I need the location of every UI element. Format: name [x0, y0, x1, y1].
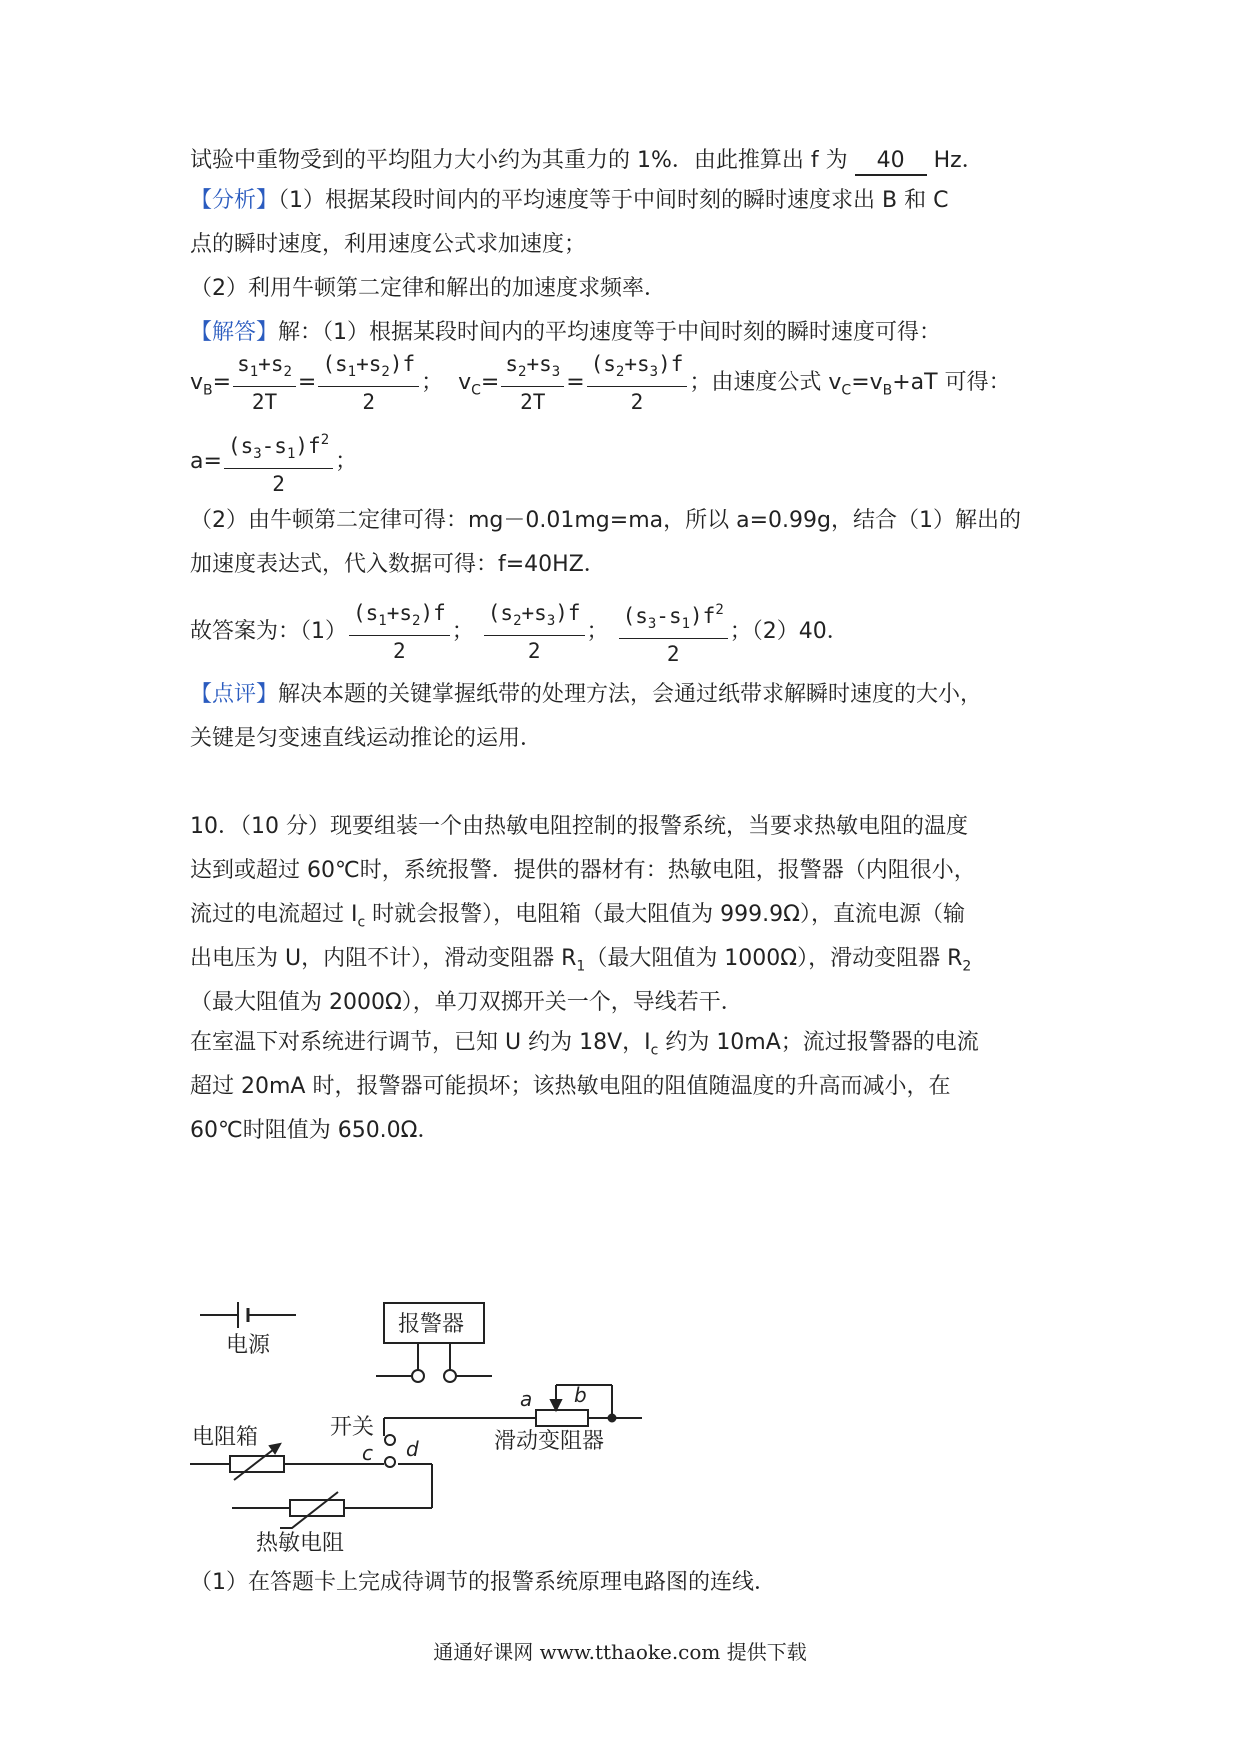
q10-text-1: 10．（10 分）现要组装一个由热敏电阻控制的报警系统，当要求热敏电阻的温度: [190, 814, 968, 839]
box-variable-arrow: [234, 1446, 278, 1480]
top-line-unit: Hz．: [933, 148, 984, 173]
q10-sub-ic-2: c: [650, 1042, 659, 1059]
page-footer: 通通好课网 www.tthaoke.com 提供下载: [433, 1640, 807, 1664]
q10-text-2: 达到或超过 60℃时，系统报警．提供的器材有：热敏电阻，报警器（内阻很小，: [190, 858, 976, 883]
switch-label: 开关: [330, 1415, 375, 1440]
q10-subquestion-1: [190, 1568, 776, 1598]
alarm-terminal-left: [412, 1370, 424, 1382]
thermistor-symbol-line: [280, 1492, 338, 1528]
switch-pivot: [385, 1435, 395, 1445]
box-body: [230, 1456, 284, 1472]
speed-formula: ；由速度公式 $v_C=v_B+aT$ 可得：: [689, 370, 1011, 399]
top-line-text: 试验中重物受到的平均阻力大小约为其重力的 1%．由此推算出 f 为: [190, 148, 848, 173]
rheostat-slider-arrow: [551, 1400, 561, 1410]
analysis-text-2: 点的瞬时速度，利用速度公式求加速度；: [190, 232, 587, 257]
a-fraction: $\frac{(s_3-s_1)f^2}{2}$: [224, 428, 333, 496]
answer-fraction-3: $\frac{(s_3-s_1)f^2}{2}$: [619, 598, 728, 666]
analysis-text-1: （1）根据某段时间内的平均速度等于中间时刻的瞬时速度求出 B 和 C: [278, 188, 949, 213]
q10-text-5: （最大阻值为 2000Ω），单刀双掷开关一个，导线若干．: [190, 990, 743, 1015]
q10-sub-ic: c: [357, 914, 366, 931]
q10-text-6a: 在室温下对系统进行调节，已知 U 约为 18V，I: [190, 1030, 651, 1055]
vb-symbol: $v_B=$: [190, 370, 232, 399]
vc-fraction-1: $\frac{s_2+s_3}{2T}$: [501, 352, 564, 414]
q10-sub1-text: （1）在答题卡上完成待调节的报警系统原理电路图的连线．: [190, 1570, 776, 1595]
q10-text-3a: 流过的电流超过 I: [190, 902, 358, 927]
q10-text-6b: 约为 10mA；流过报警器的电流: [658, 1030, 979, 1055]
alarm-terminal-right: [444, 1370, 456, 1382]
vb-fraction-2: $\frac{(s_1+s_2)f}{2}$: [318, 352, 419, 414]
comment-text-1: 解决本题的关键掌握纸带的处理方法，会通过纸带求解瞬时速度的大小，: [278, 682, 983, 707]
q10-text-4b: （最大阻值为 1000Ω），滑动变阻器 R: [585, 946, 963, 971]
thermistor-label: 热敏电阻: [256, 1531, 345, 1556]
vb-fraction-1: $\frac{s_1+s_2}{2T}$: [233, 352, 296, 414]
solution-sub-text: 加速度表达式，代入数据可得：f=40HZ．: [190, 552, 606, 577]
answer-blank: 40: [855, 148, 927, 176]
q10-sub-r1: 1: [576, 958, 586, 975]
box-label: 电阻箱: [192, 1425, 259, 1450]
rheostat-body: [536, 1410, 588, 1426]
rheostat-label: 滑动变阻器: [494, 1429, 605, 1454]
terminal-b-label: b: [574, 1383, 587, 1407]
answer-line: 故答案为：（1） $\frac{(s_1+s_2)f}{2}$ ； $\frac{(s_2+s_3)f}{2}$ ； $\frac{(s_3-s_1)f^2}{2}$ ；（2）40．: [190, 598, 849, 666]
solution-mg-text: （2）由牛顿第二定律可得：mg－0.01mg=ma，所以 a=0.99g，结合（1）解出的: [190, 508, 1021, 533]
alarm-label: 报警器: [398, 1312, 465, 1337]
comment-tag: 【点评】: [190, 682, 279, 707]
solution-text-1: 解：（1）根据某段时间内的平均速度等于中间时刻的瞬时速度可得：: [278, 320, 942, 345]
terminal-a-label: a: [520, 1387, 533, 1411]
comment-text-2: 关键是匀变速直线运动推论的运用．: [190, 726, 543, 751]
terminal-c-label: c: [362, 1441, 373, 1465]
answer-fraction-1: $\frac{(s_1+s_2)f}{2}$: [349, 601, 450, 663]
switch-contact: [385, 1457, 395, 1467]
q10-text-4a: 出电压为 U，内阻不计），滑动变阻器 R: [190, 946, 577, 971]
velocity-formulas: $v_B=$ $\frac{s_1+s_2}{2T}$ = $\frac{(s_1+s_2)f}{2}$ ； $v_C=$ $\frac{s_2+s_3}{2T}$ = $\frac{(s_2+s_3)f}{2}$ ；由速度公式 $v_C=v_B+aT$ 可得：: [190, 352, 1011, 414]
q10-sub-r2: 2: [962, 958, 972, 975]
terminal-d-label: d: [406, 1437, 419, 1461]
q10-text-7: 超过 20mA 时，报警器可能损坏；该热敏电阻的阻值随温度的升高而减小，在: [190, 1074, 951, 1099]
answer-prefix: 故答案为：（1）: [190, 619, 347, 644]
solution-tag: 【解答】: [190, 320, 279, 345]
q10-text-3b: 时就会报警），电阻箱（最大阻值为 999.9Ω），直流电源（输: [365, 902, 965, 927]
a-symbol: a=: [190, 449, 222, 474]
answer-suffix: ；（2）40．: [729, 619, 849, 644]
acceleration-formula: a= $\frac{(s_3-s_1)f^2}{2}$ ；: [190, 428, 357, 496]
vc-symbol: $v_C=$: [458, 370, 500, 399]
vc-fraction-2: $\frac{(s_2+s_3)f}{2}$: [587, 352, 688, 414]
q10-text-8: 60℃时阻值为 650.0Ω．: [190, 1118, 440, 1143]
analysis-text-3: （2）利用牛顿第二定律和解出的加速度求频率．: [190, 276, 666, 301]
power-label: 电源: [226, 1333, 271, 1358]
answer-fraction-2: $\frac{(s_2+s_3)f}{2}$: [484, 601, 585, 663]
analysis-tag: 【分析】: [190, 188, 279, 213]
